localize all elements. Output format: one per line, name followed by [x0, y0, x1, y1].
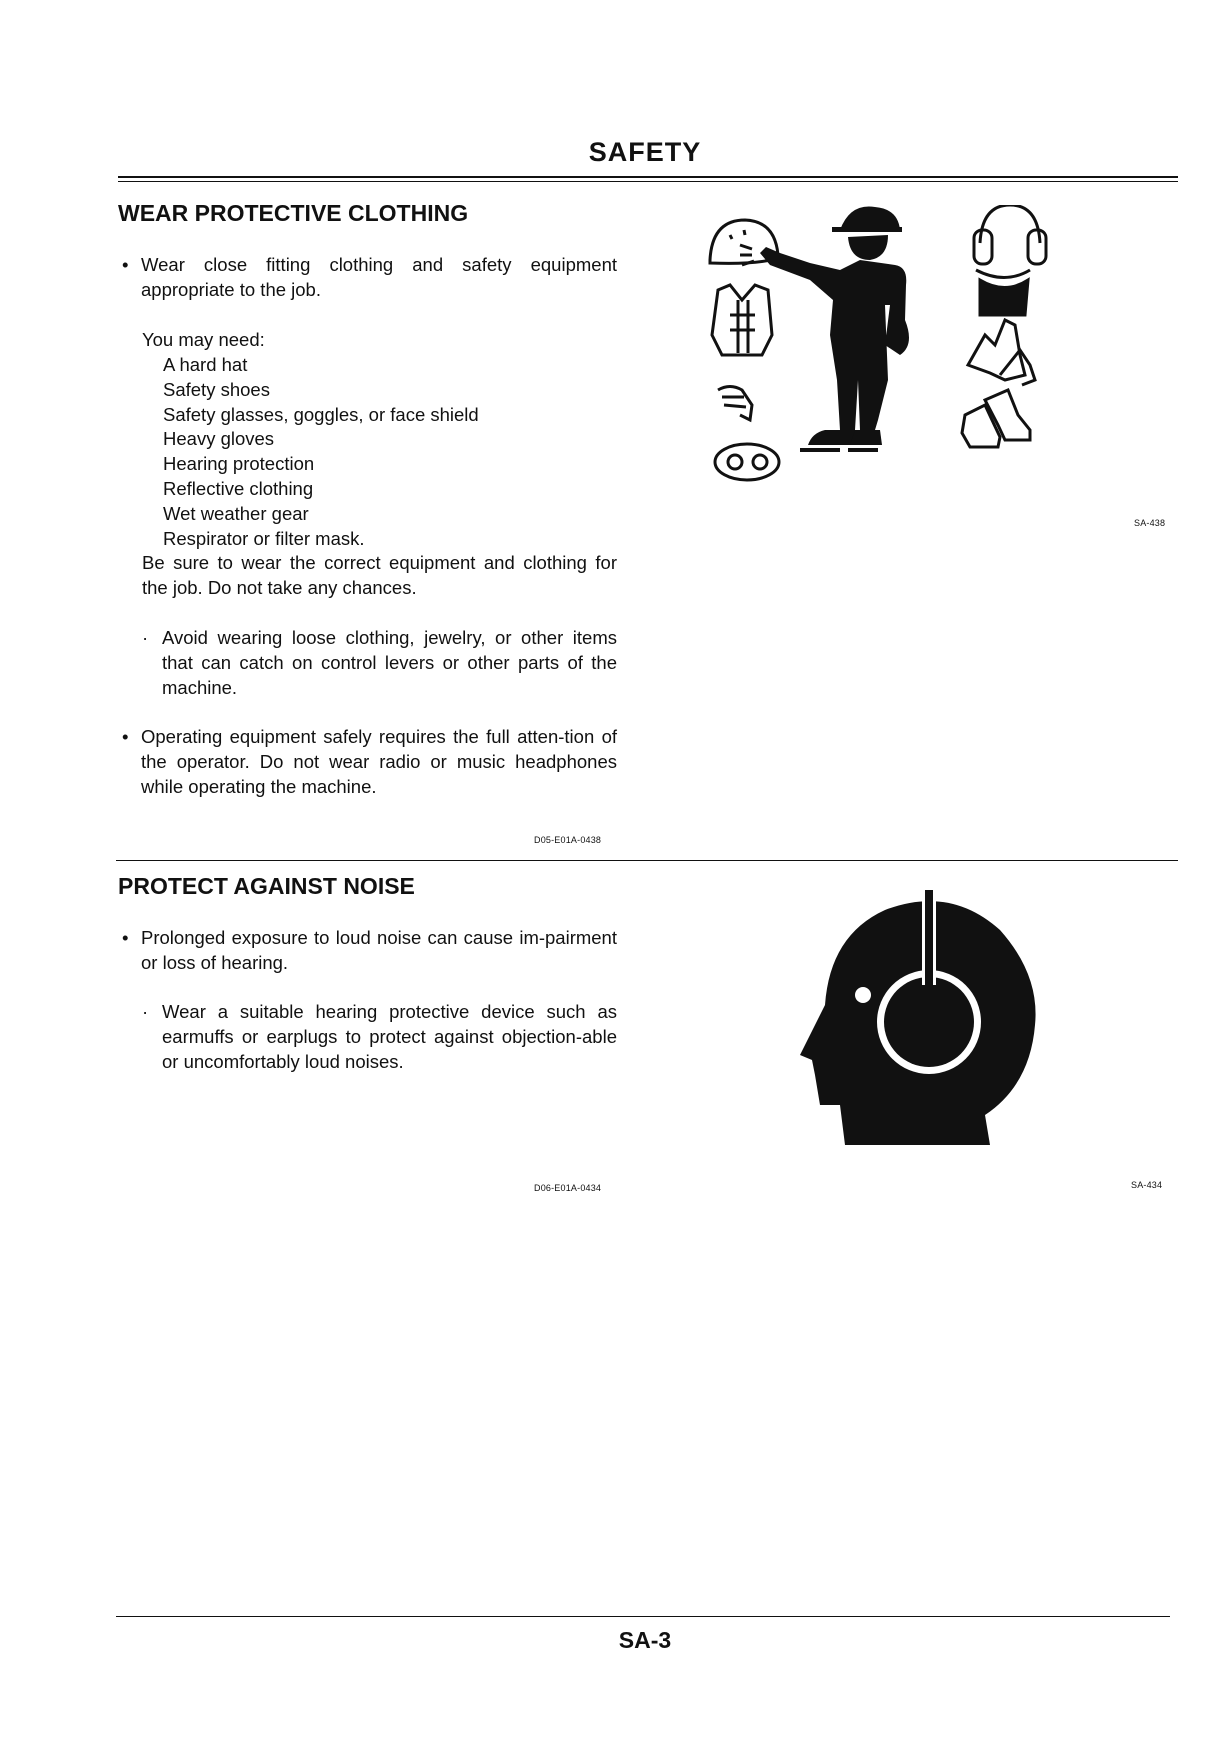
gloves-icon [968, 320, 1035, 385]
bullet-item [122, 926, 617, 976]
bullet-text: Prolonged exposure to loud noise can cause im-pairment or loss of hearing. [141, 927, 617, 973]
bullet-item [122, 253, 617, 303]
equipment-intro: You may need: [142, 329, 265, 350]
sub-bullet-text: Wear a suitable hearing protective device such as earmuffs or earplugs to protect against objection-able or uncomfortably loud noises. [162, 1001, 617, 1072]
closing-text: Be sure to wear the correct equipment and clothing for the job. Do not take any chances. [142, 552, 617, 598]
hearing-protection-head-icon [790, 890, 1050, 1150]
list-item: Reflective clothing [163, 477, 314, 499]
ref-code: D05-E01A-0438 [534, 835, 602, 845]
footer-rule [116, 1616, 1170, 1617]
header-rule [118, 176, 1178, 178]
sub-bullet-text: Avoid wearing loose clothing, jewelry, or other items that can catch on control levers or other parts of the machine. [162, 627, 617, 698]
bullet-item [122, 725, 617, 799]
goggles-icon [715, 444, 779, 480]
sub-bullet-item [142, 626, 617, 700]
sub-bullet-marker: · [142, 627, 149, 648]
list-item: Hearing protection [163, 453, 315, 475]
safety-boots-icon [962, 390, 1030, 447]
list-item: Wet weather gear [163, 502, 309, 524]
list-item: Safety shoes [163, 378, 270, 400]
earmuffs-icon [974, 205, 1046, 264]
list-item: Respirator or filter mask. [163, 527, 365, 549]
section-title-protective-clothing: WEAR PROTECTIVE CLOTHING [118, 200, 469, 226]
section-divider [116, 860, 1178, 861]
reflective-vest-icon [712, 285, 772, 355]
ref-code: D06-E01A-0434 [534, 1183, 602, 1193]
face-shield-icon [976, 270, 1030, 315]
page-header-title: SAFETY [588, 137, 702, 167]
worker-figure [740, 206, 909, 452]
header-rule-thin [118, 181, 1178, 182]
bullet-text: Wear close fitting clothing and safety equipment appropriate to the job. [141, 254, 617, 300]
sub-bullet-marker: · [142, 1001, 149, 1022]
safety-glasses-icon [718, 387, 752, 421]
list-item: Heavy gloves [163, 428, 275, 450]
section-title-noise: PROTECT AGAINST NOISE [118, 873, 415, 899]
figure-code: SA-434 [1131, 1180, 1163, 1190]
bullet-text: Operating equipment safely requires the full atten-tion of the operator. Do not wear radio or music headphones while operating the machine. [141, 726, 617, 797]
page-number: SA-3 [618, 1627, 672, 1653]
figure-code: SA-438 [1134, 518, 1166, 528]
list-item: A hard hat [163, 354, 248, 375]
list-item: Safety glasses, goggles, or face shield [163, 403, 479, 425]
bullet-marker: • [122, 254, 129, 275]
equipment-list [163, 353, 479, 551]
protective-clothing-illustration [700, 205, 1180, 505]
sub-bullet-item [142, 1000, 617, 1074]
bullet-marker: • [122, 726, 129, 747]
bullet-marker: • [122, 927, 129, 948]
